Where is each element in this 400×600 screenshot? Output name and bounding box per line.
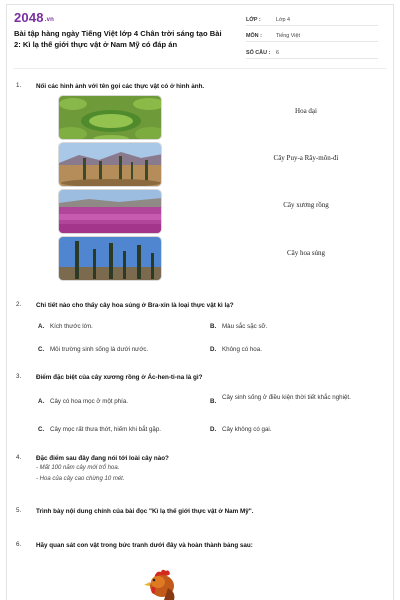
question-text: Nối các hình ảnh với tên gọi các thực vật có ở hình ảnh. (36, 83, 205, 90)
option-text: Cây sinh sống ở điều kiện thời tiết khắc nghiệt. (222, 394, 351, 401)
meta-value: 6 (276, 49, 279, 56)
option-d[interactable] (210, 346, 262, 355)
plant-name-4[interactable]: Cây hoa súng (286, 249, 326, 257)
header-divider (14, 68, 386, 69)
option-text: Môi trường sinh sống là dưới nước. (50, 346, 149, 353)
question-number: 2. (16, 301, 22, 308)
option-letter: C. (38, 346, 45, 353)
meta-key: SỐ CÂU : (246, 49, 271, 56)
meta-key: LỚP : (246, 16, 261, 23)
option-c[interactable] (38, 426, 161, 435)
logo-text: 2048 (14, 10, 44, 25)
rooster-icon (140, 568, 186, 600)
green-field-photo[interactable] (58, 95, 162, 140)
meta-value: Lớp 4 (276, 16, 291, 23)
plant-name-3[interactable]: Cây xương rồng (283, 201, 329, 209)
option-letter: D. (210, 426, 217, 433)
cactus-desert-photo[interactable] (58, 142, 162, 187)
meta-row-count (246, 45, 378, 59)
tall-cactus-image (59, 237, 162, 281)
question-number: 5. (16, 507, 22, 514)
question-text: Chi tiết nào cho thấy cây hoa súng ở Bra-xin là loại thực vật kì lạ? (36, 302, 234, 309)
question-number: 1. (16, 82, 22, 89)
hint-line-1: - Mất 100 năm cây mới trổ hoa. (36, 465, 120, 471)
option-b[interactable] (210, 323, 267, 332)
option-letter: C. (38, 426, 45, 433)
hint-line-2: - Hoa của cây cao chừng 10 mét. (36, 476, 125, 482)
tall-cactus-photo[interactable] (58, 236, 162, 281)
green-field-image (59, 96, 162, 140)
question-text: Đặc điểm sau đây đang nói tới loài cây nào? (36, 455, 169, 462)
question-number: 4. (16, 454, 22, 461)
option-d[interactable] (210, 426, 272, 435)
pink-flower-field-photo[interactable] (58, 189, 162, 234)
option-letter: A. (38, 398, 45, 405)
meta-row-subject (246, 29, 378, 43)
site-logo[interactable] (14, 10, 54, 25)
option-letter: B. (210, 323, 217, 330)
rooster-image (140, 568, 186, 600)
option-letter: D. (210, 346, 217, 353)
option-b[interactable] (210, 394, 362, 407)
option-c[interactable] (38, 346, 148, 355)
meta-value: Tiếng Việt (276, 33, 300, 39)
page-title: Bài tập hàng ngày Tiếng Việt lớp 4 Chân trời sáng tạo Bài 2: Kì lạ thế giới thực vật ở Nam Mỹ có đáp án (14, 29, 222, 49)
question-text: Điểm đặc biệt của cây xương rồng ở Ác-hen-ti-na là gì? (36, 374, 203, 381)
option-text: Không có hoa. (222, 346, 262, 353)
option-text: Kích thước lớn. (50, 323, 93, 330)
question-text: Hãy quan sát con vật trong bức tranh dưới đây và hoàn thành bảng sau: (36, 542, 253, 549)
option-text: Cây có hoa mọc ở một phía. (50, 398, 128, 405)
question-text: Trình bày nội dung chính của bài đọc "Kì lạ thế giới thực vật ở Nam Mỹ". (36, 508, 254, 515)
option-a[interactable] (38, 323, 93, 332)
pink-flower-field-image (59, 190, 162, 234)
logo-tld: .vn (44, 17, 55, 23)
plant-name-2[interactable]: Cây Puy-a Rây-môn-đi (273, 154, 339, 162)
cactus-desert-image (59, 143, 162, 187)
option-text: Cây mọc rất thưa thớt, hiếm khi bắt gặp. (50, 426, 162, 433)
question-number: 3. (16, 373, 22, 380)
option-letter: A. (38, 323, 45, 330)
question-number: 6. (16, 541, 22, 548)
option-a[interactable] (38, 398, 128, 407)
meta-row-class (246, 12, 378, 26)
option-text: Cây không có gai. (222, 426, 272, 433)
plant-name-1[interactable]: Hoa dại (295, 107, 317, 115)
option-letter: B. (210, 398, 217, 405)
meta-table (246, 12, 378, 62)
meta-key: MÔN : (246, 33, 262, 39)
option-text: Màu sắc sặc sỡ. (222, 323, 268, 330)
